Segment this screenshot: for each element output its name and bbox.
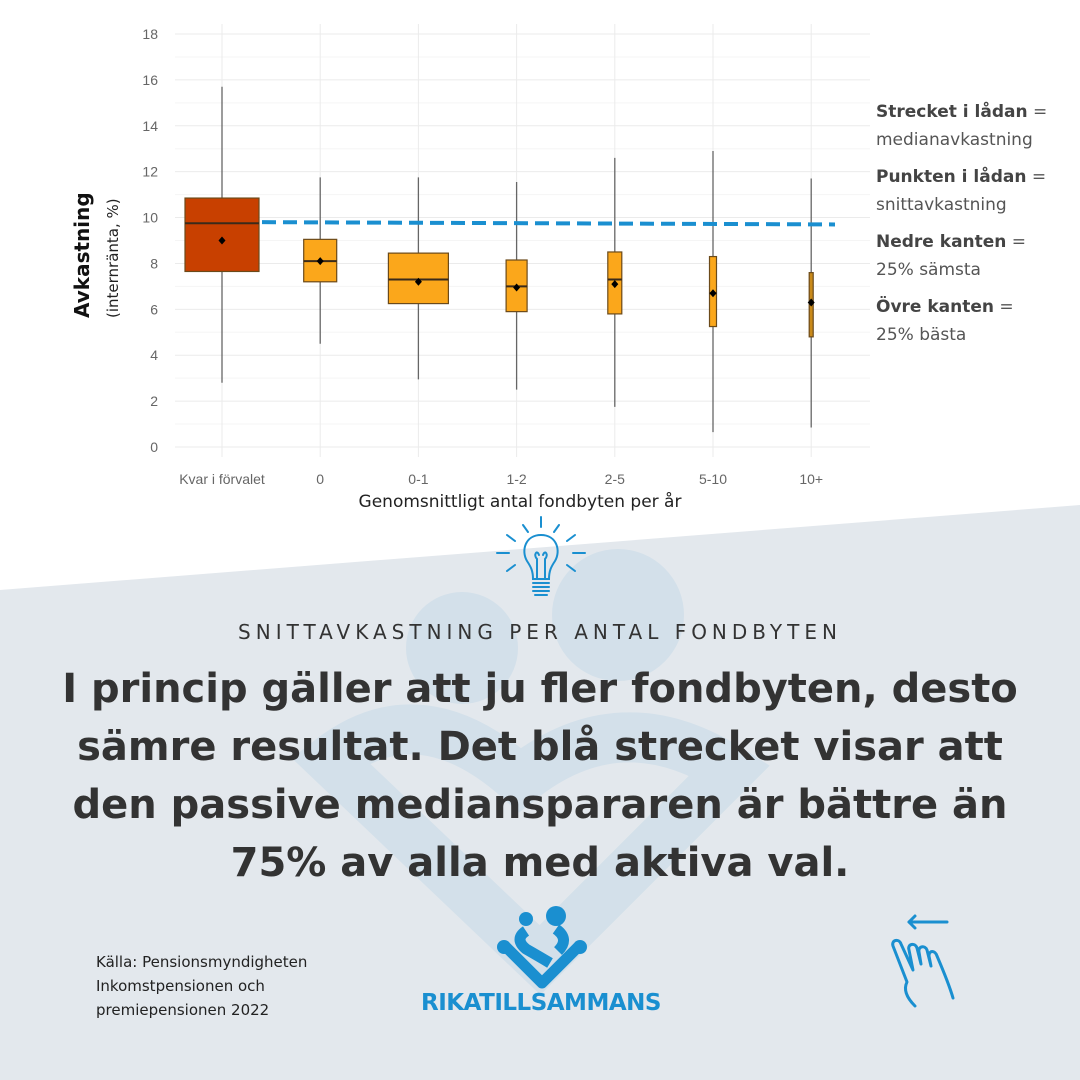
x-tick-label: 0-1 bbox=[408, 471, 429, 487]
reference-dashed-line bbox=[262, 222, 835, 224]
source-note: Källa: Pensionsmyndigheten Inkomstpensionen och premiepensionen 2022 bbox=[96, 953, 308, 1019]
y-tick-label: 0 bbox=[150, 439, 158, 455]
x-tick-label: 10+ bbox=[799, 471, 824, 487]
x-tick-label: 2-5 bbox=[604, 471, 625, 487]
x-tick-label: 5-10 bbox=[698, 471, 728, 487]
x-axis-title: Genomsnittligt antal fondbyten per år bbox=[358, 492, 682, 512]
y-tick-label: 12 bbox=[142, 163, 158, 180]
y-tick-label: 10 bbox=[142, 209, 158, 226]
legend-item-median: Strecket i lådan = medianavkastning bbox=[876, 102, 1048, 150]
swipe-left-hand-icon[interactable] bbox=[885, 910, 980, 1020]
x-tick-label: 0 bbox=[316, 471, 325, 487]
y-tick-label: 2 bbox=[150, 393, 158, 410]
brand-name: RIKATILLSAMMANS bbox=[421, 990, 661, 1016]
y-tick-label: 4 bbox=[150, 347, 158, 364]
x-tick-label: 1-2 bbox=[506, 471, 527, 487]
y-tick-label: 6 bbox=[150, 301, 158, 318]
legend-item-upper: Övre kanten = 25% bästa bbox=[876, 297, 1014, 345]
x-tick-label: Kvar i förvalet bbox=[179, 471, 265, 487]
y-tick-label: 14 bbox=[142, 117, 158, 134]
y-tick-label: 18 bbox=[142, 26, 158, 42]
lightbulb-icon bbox=[495, 515, 587, 605]
y-axis-subtitle: (internränta, %) bbox=[104, 198, 122, 318]
legend-item-lower: Nedre kanten = 25% sämsta bbox=[876, 232, 1027, 280]
y-axis-title: Avkastning bbox=[70, 192, 94, 318]
kicker-text: SNITTAVKASTNING PER ANTAL FONDBYTEN bbox=[238, 620, 842, 644]
legend-item-mean: Punkten i lådan = snittavkastning bbox=[876, 167, 1047, 215]
box bbox=[185, 198, 259, 271]
headline: I princip gäller att ju fler fondbyten, desto sämre resultat. Det blå strecket visar att den passive medianspararen är bättre än 75% av alla med aktiva val. bbox=[62, 666, 1018, 886]
y-tick-label: 8 bbox=[150, 255, 158, 272]
legend bbox=[876, 98, 1047, 358]
y-tick-label: 16 bbox=[142, 71, 158, 88]
logo-icon bbox=[496, 905, 588, 990]
